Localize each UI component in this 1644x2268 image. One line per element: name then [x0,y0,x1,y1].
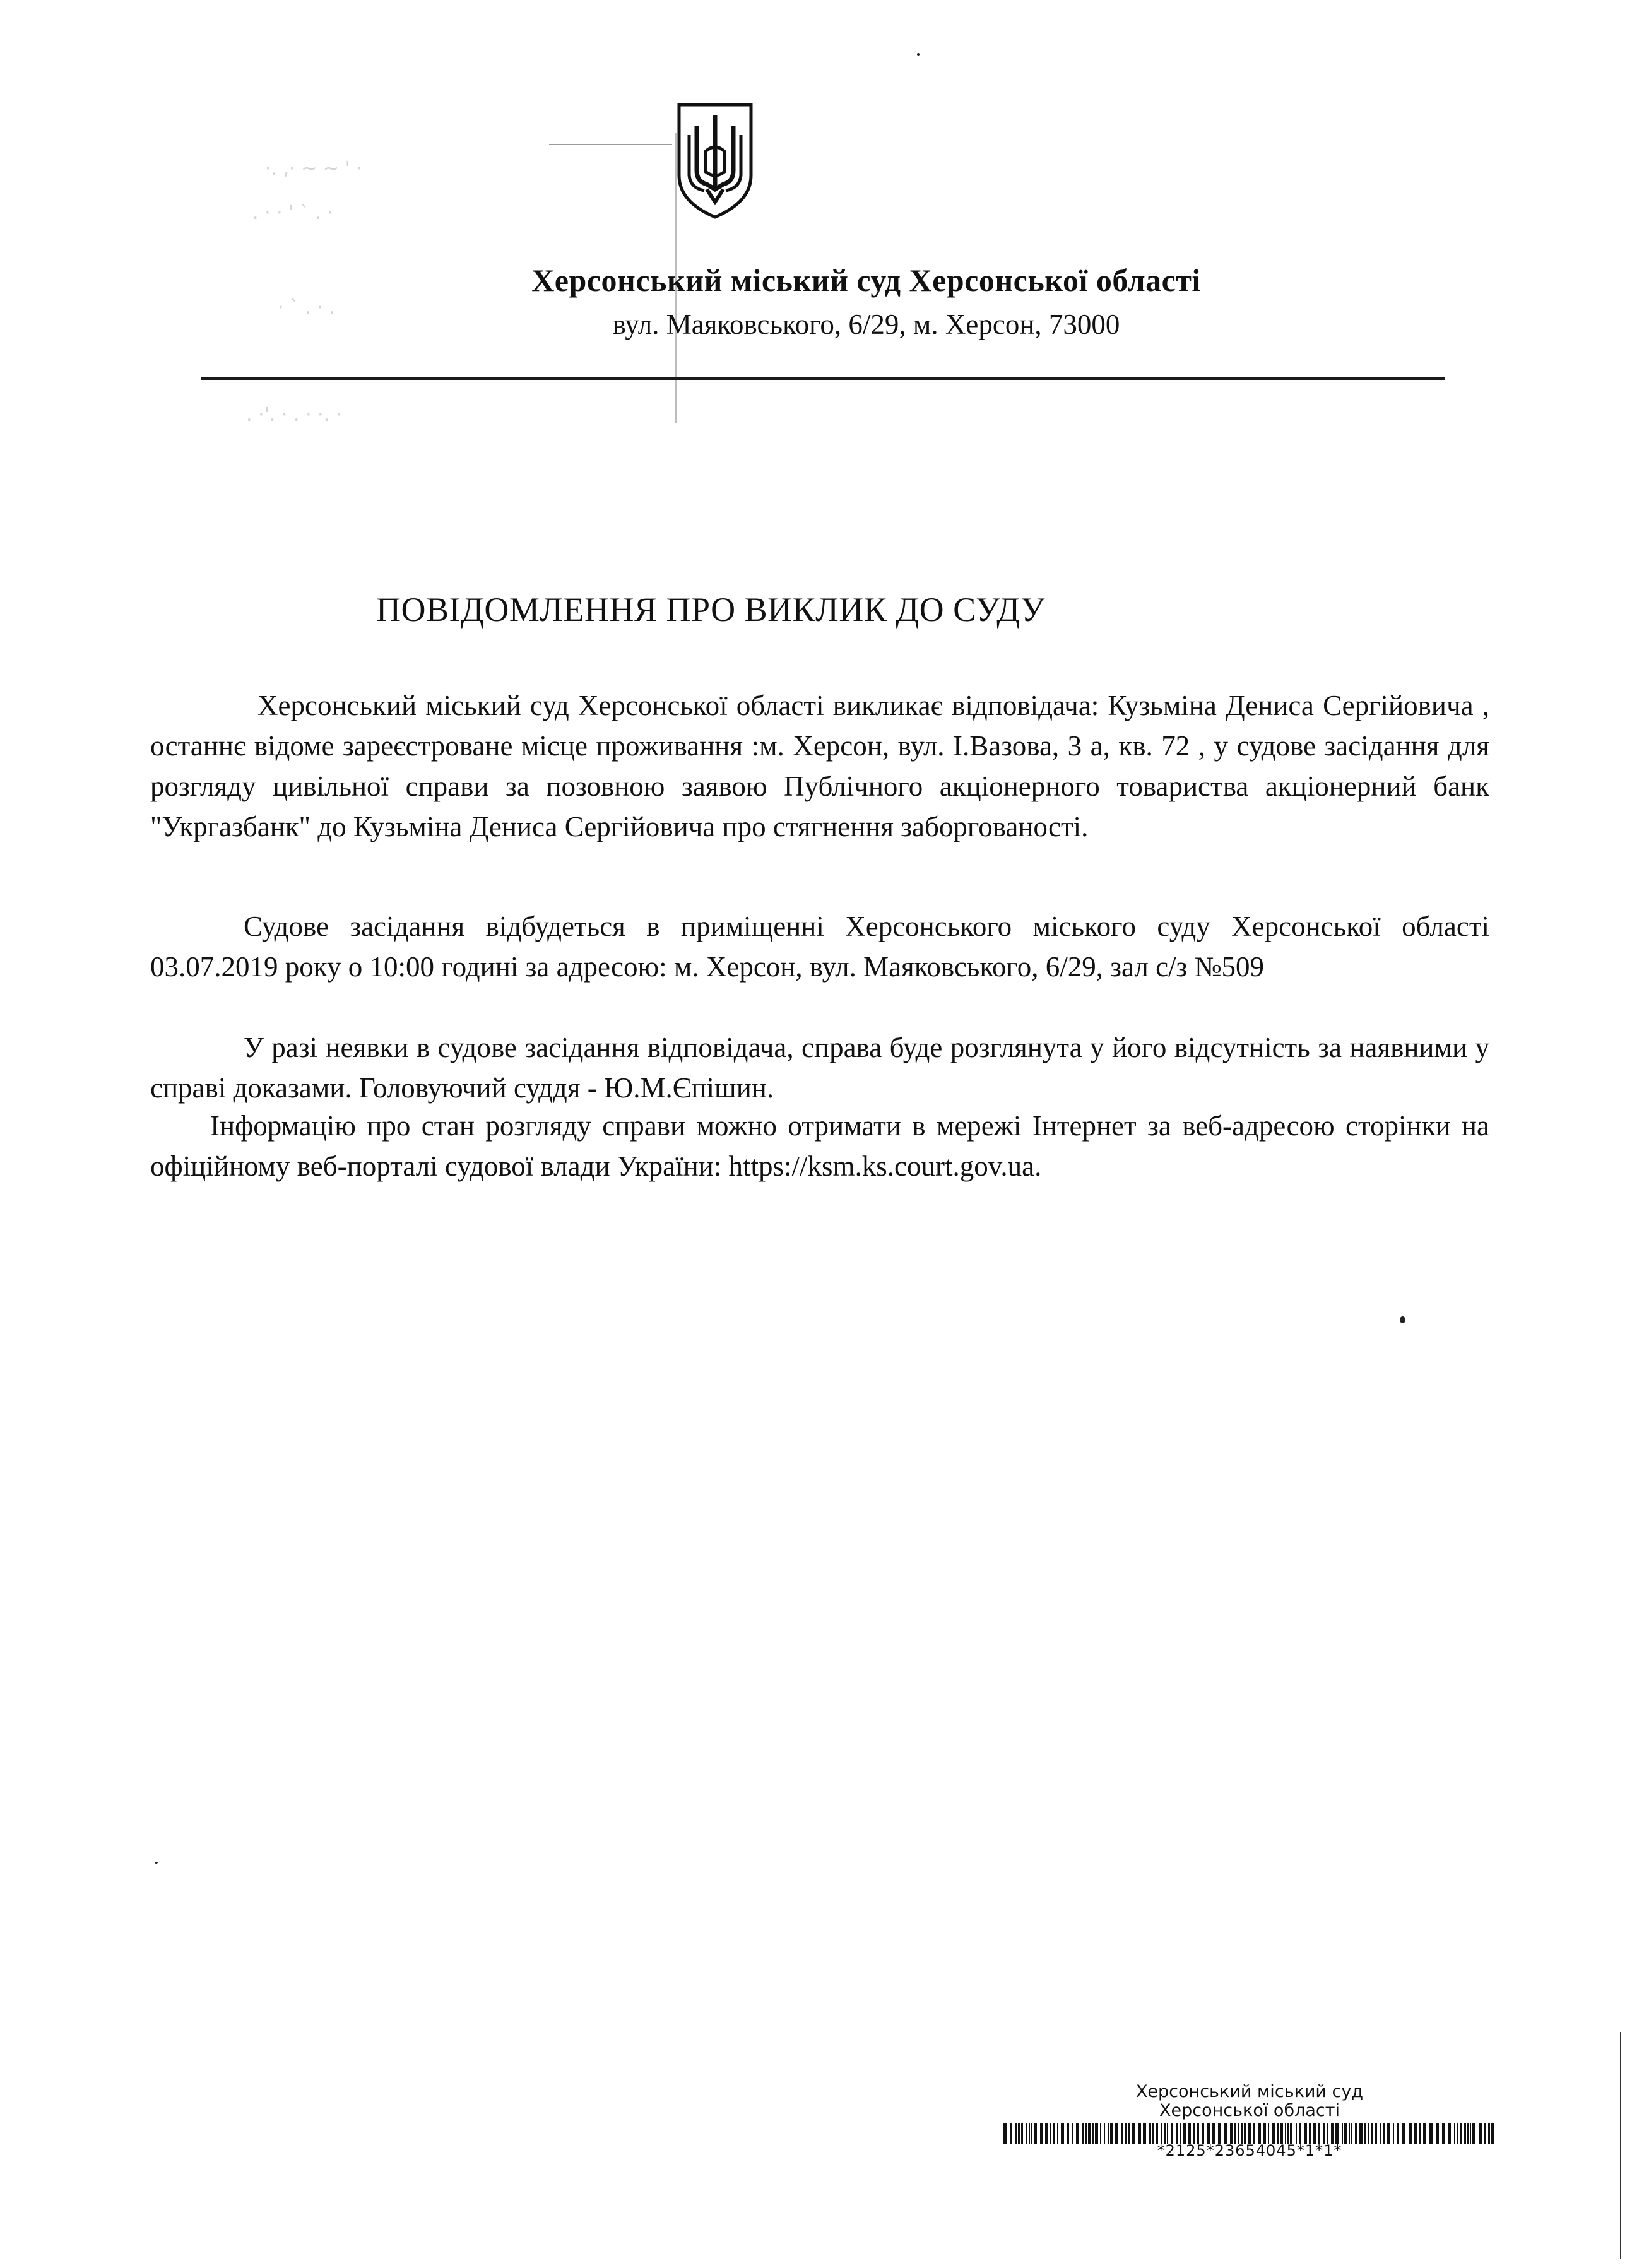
barcode-bar [1057,2123,1058,2144]
barcode-bar [1448,2123,1451,2144]
barcode-bar [1121,2123,1123,2144]
header-divider [201,377,1445,380]
barcode-bar [1197,2123,1199,2144]
barcode-bar [1290,2123,1292,2144]
barcode-bar [1397,2123,1399,2144]
barcode-bar [1171,2123,1173,2144]
barcode-bar [1183,2123,1186,2144]
barcode-bar [1050,2123,1051,2144]
barcode-bar [1092,2123,1094,2144]
barcode-bar [1460,2123,1462,2144]
stamp-line-2: Херсонської області [1159,2101,1340,2120]
barcode-bar [1026,2123,1027,2144]
barcode-bar [1268,2123,1269,2144]
barcode-bar [1296,2123,1297,2144]
barcode-bar [1349,2123,1350,2144]
notice-paragraph-absence: У разі неявки в судове засідання відповідача, справа буде розглянута у його відсутність за наявними у справі доказами. Головуючий суддя - Ю.М.Єпішин. [150,1032,1489,1104]
barcode-bar [1193,2123,1195,2144]
barcode-bar [1454,2123,1455,2144]
barcode-bar [1040,2123,1043,2144]
barcode-bar [1327,2123,1328,2144]
barcode-bar [1132,2123,1135,2144]
barcode-number: *2125*23654045*1*1* [1157,2142,1342,2159]
barcode-bar [1472,2123,1475,2144]
barcode-bar [1299,2123,1301,2144]
barcode-bar [1104,2123,1105,2144]
court-address-text: вул. Маяковського, 6/29, м. Херсон, 73000 [612,309,1120,340]
barcode-bar [1272,2123,1275,2144]
barcode-icon [1003,2123,1496,2144]
barcode-bar [1375,2123,1377,2144]
barcode-bar [1003,2123,1007,2144]
barcode-bar [1285,2123,1286,2144]
barcode-bar [1202,2123,1204,2144]
barcode-bar [1149,2123,1151,2144]
scan-speck [1400,1316,1405,1323]
barcode-bar [1467,2123,1469,2144]
barcode-bar [1371,2123,1373,2144]
scan-artifact-rule [549,144,672,145]
barcode-bar [1414,2123,1417,2144]
barcode-bar [1351,2123,1352,2144]
barcode-bar [1230,2123,1233,2144]
barcode-bar [1318,2123,1320,2144]
barcode-bar [1402,2123,1405,2144]
barcode-bar [1238,2123,1239,2144]
stamp-line-1: Херсонський міський суд [1135,2082,1364,2101]
barcode-bar [1125,2123,1127,2144]
court-address [0,308,1644,341]
barcode-bar [1484,2123,1486,2144]
barcode-bar [1479,2123,1482,2144]
barcode-bar [1061,2123,1064,2144]
barcode-bar [1344,2123,1347,2144]
barcode-bar [1263,2123,1266,2144]
barcode-bar [1167,2123,1168,2144]
notice-paragraph-summons: Херсонський міський суд Херсонської області викликає відповідача: Кузьміна Дениса Сергійовича , останнє відоме зареєстроване місце проживання :м. Херсон, вул. І.Вазова, 3 а, кв. 72 , у судове засідання для розгляду цивільної справи за позовною заявою Публічного акціонерного товариства акціонерний банк "Укргазбанк" до Кузьміна Дениса Сергійовича про стягнення заборгованості. [150,690,1489,842]
court-name [0,262,1644,298]
barcode-bar [1138,2123,1141,2144]
barcode-bar [1180,2123,1181,2144]
barcode-bar [1387,2123,1390,2144]
barcode-bar [1156,2123,1158,2144]
barcode-bar [1072,2123,1073,2144]
barcode-bar [1034,2123,1037,2144]
court-name-text: Херсонський міський суд Херсонської області [531,263,1201,298]
barcode-bar [1464,2123,1466,2144]
barcode-bar [1031,2123,1032,2144]
notice-paragraph-hearing: Судове засідання відбудеться в приміщенні Херсонського міського суду Херсонської області 03.07.2019 року о 10:00 годині за адресою: м. Херсон, вул. Маяковського, 6/29, зал с/з №509 [150,911,1489,983]
barcode-bar [1088,2123,1091,2144]
barcode-bar [1323,2123,1325,2144]
barcode-bar [1304,2123,1307,2144]
barcode-bar [1143,2123,1146,2144]
barcode-bar [1045,2123,1048,2144]
barcode-bar [1457,2123,1458,2144]
barcode-bar [1359,2123,1363,2144]
barcode-bar [1018,2123,1020,2144]
barcode-bar [1188,2123,1191,2144]
barcode-bar [1207,2123,1210,2144]
scan-artifact: ·. ,· ~ ~ ' · [265,158,362,180]
barcode-bar [1082,2123,1084,2144]
barcode-bar [1383,2123,1385,2144]
barcode-bar [1287,2123,1289,2144]
barcode-bar [1423,2123,1426,2144]
barcode-bar [1368,2123,1369,2144]
barcode-bar [1152,2123,1154,2144]
scan-speck [917,53,920,56]
barcode-bar [1393,2123,1394,2144]
notice-paragraph-info: Інформацію про стан розгляду справи можно отримати в мережі Інтернет за веб-адресою сторінки на офіційному веб-порталі судової влади України: https://ksm.ks.court.gov.ua. [150,1110,1489,1182]
barcode-bar [1258,2123,1261,2144]
barcode-bar [1409,2123,1412,2144]
barcode-bar [1224,2123,1227,2144]
scan-artifact: . · · ' ` . · [252,202,334,224]
court-stamp [1003,2082,1496,2158]
barcode-bar [1015,2123,1017,2144]
barcode-bar [1029,2123,1030,2144]
barcode-bar [1021,2123,1023,2144]
barcode-bar [1335,2123,1339,2144]
barcode-bar [1442,2123,1445,2144]
barcode-bar [1488,2123,1490,2144]
barcode-bar [1253,2123,1255,2144]
barcode-bar [1161,2123,1162,2144]
barcode-bar [1313,2123,1316,2144]
scan-page-edge [1620,2032,1621,2259]
scan-artifact: · ` . · . [278,297,336,319]
barcode-bar [1355,2123,1357,2144]
barcode-bar [1053,2123,1055,2144]
barcode-bar [1419,2123,1421,2144]
barcode-bar [1244,2123,1246,2144]
barcode-bar [1100,2123,1101,2144]
barcode-bar [1164,2123,1166,2144]
barcode-bar [1241,2123,1243,2144]
barcode-bar [1364,2123,1366,2144]
barcode-bar [1128,2123,1130,2144]
barcode-bar [1076,2123,1079,2144]
barcode-bar [1491,2123,1494,2144]
barcode-bar [1331,2123,1334,2144]
barcode-bar [1085,2123,1087,2144]
barcode-bar [1280,2123,1283,2144]
barcode-bar [1110,2123,1113,2144]
barcode-bar [1176,2123,1178,2144]
barcode-bar [1115,2123,1118,2144]
barcode-bar [1436,2123,1439,2144]
barcode-bar [1277,2123,1279,2144]
barcode-bar [1067,2123,1069,2144]
barcode-bar [1010,2123,1012,2144]
barcode-bar [1212,2123,1215,2144]
notice-title: ПОВІДОМЛЕННЯ ПРО ВИКЛИК ДО СУДУ [376,591,1045,629]
barcode-bar [1470,2123,1471,2144]
barcode-bar [1218,2123,1221,2144]
barcode-bar [1095,2123,1098,2144]
barcode-bar [1108,2123,1109,2144]
barcode-bar [1248,2123,1251,2144]
barcode-bar [1234,2123,1236,2144]
scan-speck [155,1862,158,1864]
trident-coat-of-arms-icon [674,101,756,221]
barcode-bar [1380,2123,1381,2144]
barcode-bar [1429,2123,1433,2144]
scan-artifact: . ·'. · . · ·. · [246,404,342,426]
barcode-bar [1342,2123,1343,2144]
barcode-bar [1309,2123,1311,2144]
